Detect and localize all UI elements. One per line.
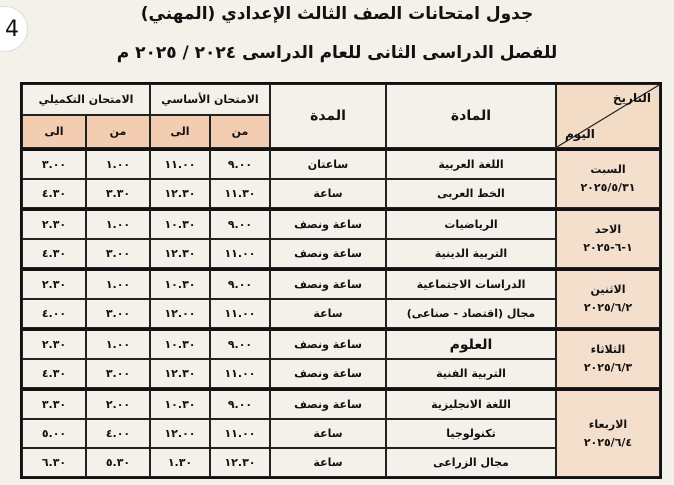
basic-to-cell: ١٢.٠٠ [150,419,210,448]
makeup-to-cell: ٢.٣٠ [22,208,86,239]
subject-cell: التربية الدينية [386,239,556,268]
basic-exam-header: الامتحان الأساسي [150,84,270,115]
day-name: السبت [590,163,626,176]
basic-to-cell: ١٠.٣٠ [150,388,210,419]
basic-to-cell: ١.٣٠ [150,448,210,477]
page-number: 4 [5,16,19,42]
subject-cell: اللغة الانجليزية [386,388,556,419]
duration-cell: ساعة ونصف [270,239,386,268]
subject-cell: العلوم [386,328,556,359]
table-row [22,328,660,359]
makeup-to-cell: ٦.٣٠ [22,448,86,477]
basic-to-cell: ١٢.٣٠ [150,179,210,208]
makeup-from-header: من [86,115,150,148]
table-row [22,148,660,179]
makeup-to-cell: ٢.٣٠ [22,268,86,299]
makeup-from-cell: ٤.٠٠ [86,419,150,448]
day-cell [556,388,660,477]
basic-from-cell: ١١.٣٠ [210,179,270,208]
makeup-from-cell: ٣.٣٠ [86,179,150,208]
basic-from-cell: ٩.٠٠ [210,148,270,179]
subject-cell: الخط العربى [386,179,556,208]
subject-cell: اللغة العربية [386,148,556,179]
day-name: الاثنين [590,283,626,296]
duration-header: المدة [270,84,386,148]
day-date: ٢٠٢٥/٦/٤ [583,435,633,449]
basic-to-cell: ١٢.٣٠ [150,359,210,388]
date-header: التاريخ [612,91,651,105]
basic-from-cell: ٩.٠٠ [210,208,270,239]
basic-from-cell: ٩.٠٠ [210,328,270,359]
makeup-exam-header: الامتحان التكميلي [22,84,150,115]
basic-from-cell: ١١.٠٠ [210,419,270,448]
makeup-to-cell: ٢.٣٠ [22,328,86,359]
day-cell [556,148,660,208]
makeup-from-cell: ٥.٣٠ [86,448,150,477]
makeup-to-header: الى [22,115,86,148]
duration-cell: ساعة ونصف [270,328,386,359]
duration-cell: ساعة [270,448,386,477]
makeup-from-cell: ٣.٠٠ [86,359,150,388]
subject-header: المادة [386,84,556,148]
duration-cell: ساعتان [270,148,386,179]
duration-cell: ساعة ونصف [270,208,386,239]
makeup-from-cell: ٣.٠٠ [86,299,150,328]
basic-to-cell: ١٢.٠٠ [150,299,210,328]
day-cell [556,208,660,268]
day-date: ٢٠٢٥/٥/٣١ [580,181,636,194]
basic-from-cell: ١١.٠٠ [210,299,270,328]
basic-to-cell: ١١.٠٠ [150,148,210,179]
duration-cell: ساعة ونصف [270,388,386,419]
page-subtitle: للفصل الدراسى الثانى للعام الدراسى ٢٠٢٤ / ٢٠٢٥ م [116,43,558,63]
basic-from-cell: ١١.٠٠ [210,239,270,268]
day-name: الثلاثاء [590,343,626,356]
makeup-to-cell: ٣.٣٠ [22,388,86,419]
day-date: ٢٠٢٥/٦/٣ [583,361,633,374]
makeup-from-cell: ١.٠٠ [86,208,150,239]
basic-to-cell: ١٢.٣٠ [150,239,210,268]
basic-to-cell: ١٠.٣٠ [150,328,210,359]
day-name: الاحد [594,223,622,236]
day-cell [556,268,660,328]
makeup-to-cell: ٤.٣٠ [22,359,86,388]
makeup-from-cell: ٢.٠٠ [86,388,150,419]
subject-cell: مجال الزراعى [386,448,556,477]
duration-cell: ساعة [270,299,386,328]
makeup-to-cell: ٤.٣٠ [22,239,86,268]
exam-schedule-table [20,82,662,479]
subject-cell: تكنولوجيا [386,419,556,448]
subject-cell: الرياضيات [386,208,556,239]
duration-cell: ساعة ونصف [270,359,386,388]
basic-from-cell: ١١.٠٠ [210,359,270,388]
day-header: اليوم [565,127,595,141]
date-day-header [556,84,660,148]
makeup-to-cell: ٤.٣٠ [22,179,86,208]
subject-cell: التربية الفنية [386,359,556,388]
table-row [22,208,660,239]
day-cell [556,328,660,388]
makeup-to-cell: ٤.٠٠ [22,299,86,328]
day-date: ١-٦-٢٠٢٥ [583,241,633,254]
basic-to-header: الى [150,115,210,148]
makeup-from-cell: ١.٠٠ [86,148,150,179]
basic-to-cell: ١٠.٣٠ [150,268,210,299]
duration-cell: ساعة ونصف [270,268,386,299]
makeup-from-cell: ١.٠٠ [86,268,150,299]
makeup-from-cell: ١.٠٠ [86,328,150,359]
duration-cell: ساعة [270,419,386,448]
makeup-to-cell: ٥.٠٠ [22,419,86,448]
basic-from-cell: ٩.٠٠ [210,268,270,299]
basic-from-cell: ١٢.٣٠ [210,448,270,477]
page-title: جدول امتحانات الصف الثالث الإعدادي (المهني) [140,4,534,24]
subject-cell: مجال (اقتصاد - صناعى) [386,299,556,328]
duration-cell: ساعة [270,179,386,208]
day-date: ٢٠٢٥/٦/٢ [583,301,633,314]
day-name: الاربعاء [588,417,628,431]
table-row [22,268,660,299]
basic-to-cell: ١٠.٣٠ [150,208,210,239]
subject-cell: الدراسات الاجتماعية [386,268,556,299]
basic-from-cell: ٩.٠٠ [210,388,270,419]
makeup-to-cell: ٣.٠٠ [22,148,86,179]
basic-from-header: من [210,115,270,148]
table-row [22,388,660,419]
makeup-from-cell: ٣.٠٠ [86,239,150,268]
